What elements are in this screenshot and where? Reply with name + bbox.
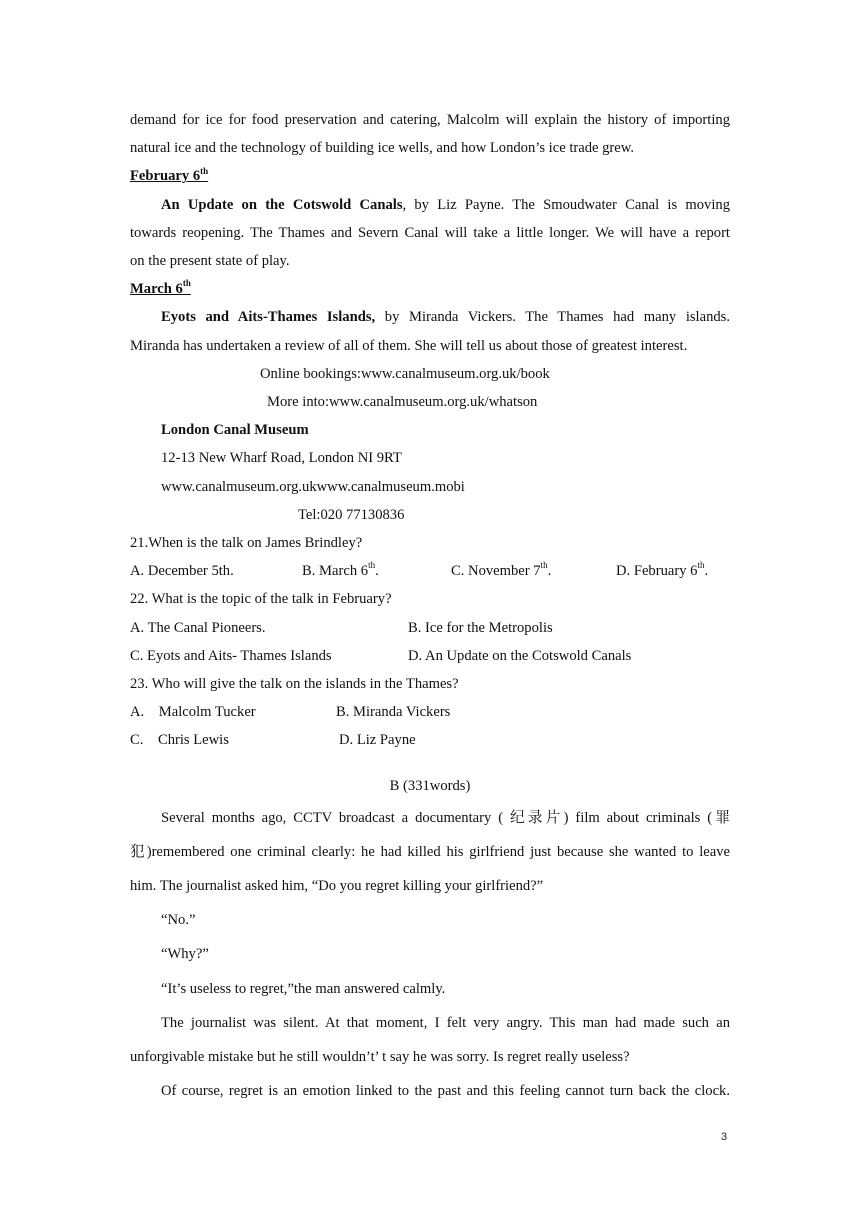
dialogue-no: “No.” [161, 912, 196, 929]
section-b-heading: B (331words) [389, 777, 471, 794]
museum-tel: Tel:020 77130836 [298, 506, 405, 523]
question-23-options-row-2 [130, 726, 730, 754]
february-date-sup: th [200, 165, 209, 176]
question-22-option-b: B. Ice for the Metropolis [408, 619, 553, 636]
february-date [130, 162, 730, 190]
march-date-main: March 6 [130, 281, 183, 298]
museum-address: 12-13 New Wharf Road, London NI 9RT [161, 450, 402, 467]
section-b-p1-line-3: him. The journalist asked him, “Do you regret killing your girlfriend?” [130, 878, 544, 895]
option-d-sup: th [697, 560, 705, 571]
february-line-3: on the present state of play. [130, 253, 290, 270]
march-date-sup: th [182, 278, 191, 289]
option-c-sup: th [540, 560, 548, 571]
question-21-option-a: A. December 5th. [130, 563, 234, 580]
question-23-option-a: A. Malcolm Tucker [130, 704, 256, 721]
question-23-option-d: D. Liz Payne [339, 732, 416, 749]
question-22-stem: 22. What is the topic of the talk in February? [130, 591, 392, 608]
question-22-options-row-2 [130, 642, 730, 670]
section-b-p1-line-1: Several months ago, CCTV broadcast a documentary ( 纪录片) film about criminals (罪 [161, 809, 730, 826]
section-b-p2-line-2: unforgivable mistake but he still wouldn’t’ t say he was sorry. Is regret really useless? [130, 1049, 630, 1066]
march-talk-title: Eyots and Aits-Thames Islands, [161, 309, 376, 326]
page-number: 3 [721, 1131, 728, 1143]
section-b-p2-line-1: The journalist was silent. At that moment, I felt very angry. This man had made such an [161, 1014, 730, 1031]
question-23-option-c: C. Chris Lewis [130, 732, 229, 749]
question-21-option-d [616, 557, 708, 585]
february-talk-title: An Update on the Cotswold Canals [161, 196, 403, 213]
march-line-1 [130, 303, 730, 331]
option-b-sup: th [368, 560, 376, 571]
option-c-tail: . [547, 563, 552, 580]
february-line-1 [130, 191, 730, 219]
february-line-2: towards reopening. The Thames and Severn Canal will take a little longer. We will have a report [130, 224, 730, 241]
question-22-option-c: C. Eyots and Aits- Thames Islands [130, 647, 332, 664]
question-21-option-b [302, 557, 451, 585]
option-b-tail: . [375, 563, 379, 580]
february-line-1-rest: , by Liz Payne. The Smoudwater Canal is moving [402, 196, 730, 213]
intro-line-2: natural ice and the technology of building ice wells, and how London’s ice trade grew. [130, 140, 635, 157]
question-23-options-row-1 [130, 698, 730, 726]
dialogue-answer: “It’s useless to regret,”the man answered calmly. [161, 980, 446, 997]
spacer [130, 755, 730, 771]
question-21-stem: 21.When is the talk on James Brindley? [130, 535, 363, 552]
question-22-options-row-1 [130, 614, 730, 642]
section-b-p1-line-2: 犯)remembered one criminal clearly: he had killed his girlfriend just because she wanted to leave [130, 843, 730, 860]
option-b-main: B. March 6 [302, 563, 369, 580]
more-info: More into:www.canalmuseum.org.uk/whatson [267, 394, 538, 411]
february-date-main: February 6 [130, 168, 201, 185]
question-21-options [130, 557, 730, 585]
question-21-option-c [451, 557, 616, 585]
option-d-tail: . [704, 563, 709, 580]
question-23-stem: 23. Who will give the talk on the islands in the Thames? [130, 676, 459, 693]
museum-websites: www.canalmuseum.org.ukwww.canalmuseum.mobi [161, 478, 465, 495]
option-d-main: D. February 6 [616, 563, 698, 580]
march-date [130, 275, 730, 303]
section-b-p3-line-1: Of course, regret is an emotion linked to the past and this feeling cannot turn back the clock. [161, 1083, 730, 1100]
page-content [130, 106, 730, 1109]
question-22-option-d: D. An Update on the Cotswold Canals [408, 647, 632, 664]
question-23-option-b: B. Miranda Vickers [336, 704, 451, 721]
online-bookings: Online bookings:www.canalmuseum.org.uk/book [260, 365, 550, 382]
march-line-1-rest: by Miranda Vickers. The Thames had many islands. [375, 309, 731, 326]
intro-line-1: demand for ice for food preservation and catering, Malcolm will explain the history of importing [130, 112, 730, 128]
option-c-main: C. November 7 [451, 563, 541, 580]
dialogue-why: “Why?” [161, 946, 209, 963]
march-line-2: Miranda has undertaken a review of all of them. She will tell us about those of greatest interest. [130, 337, 688, 354]
question-22-option-a: A. The Canal Pioneers. [130, 619, 266, 636]
museum-name: London Canal Museum [161, 422, 309, 439]
